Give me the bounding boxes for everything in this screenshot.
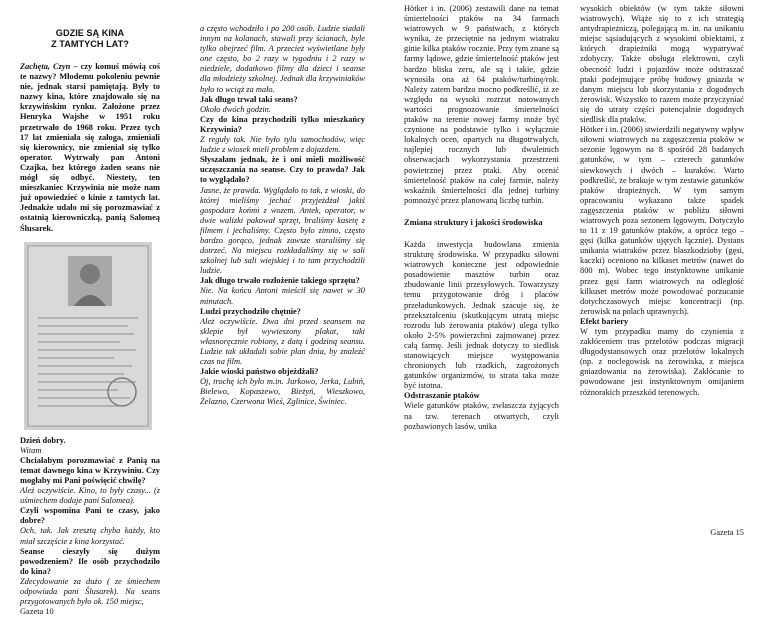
question-8: Jak długo trwało rozłożenie takiego sprzętu?	[200, 276, 360, 286]
answer-4-continued: a często wchodziło i po 200 osób. Ludzie siadali innym na kolanach, stawali przy ścianach, byle tylko obejrzeć film. A przecież wyświetlane były one często, bo 2 razy w tygodniu i 2 razy w niedziele, dodatkowo filmy dla dzieci i seanse dla młodzieży szkolnej. Jednak dla krzywiniaków było to wciąż za mało.	[200, 24, 365, 94]
title-line-2: Z TAMTYCH LAT?	[51, 39, 129, 49]
section-heading-barrier: Efekt bariery	[580, 316, 629, 326]
answer-4: Zdecydowanie za dużo ( ze śmiechem odpowiada pani Ślusarek). Na seans przygotowanych było ok. 150 miejsc,	[20, 576, 160, 607]
column-4	[580, 0, 744, 543]
intro-lead: Zachęta, Czyn	[20, 62, 71, 71]
question-10: Jakie wioski państwo objeżdżali?	[200, 367, 319, 377]
question-3: Czyli wspomina Pani te czasy, jako dobre?	[20, 506, 160, 526]
intro-text: – czy komuś mówią coś te nazwy? Młodemu pokoleniu pewnie nie, jednak starsi pamiętają. Były to nazwy kina, które znajdowało się na krzywińskim rynku. Założone przez Henryka Wajshe w 1951 roku przetrwało do 1968 roku. Przez tych 17 lat zmieniała się załoga, zmieniali się kierownicy, nie zmieniał się tylko operator. Wytrwały pan Antoni Czajka, bez którego żaden seans nie mógł się odbyć. Niestety, ten mieszkaniec Krzywinia nie może nam już opowiedzieć o kinie z tamtych lat. Jednakże udało mi się porozmawiać z ostatnią kierowniczką, panią Salomeą Ślusarek.	[20, 62, 160, 233]
question-5: Jak długo trwał taki seans?	[200, 94, 298, 104]
paragraph-barrier: W tym przypadku mamy do czynienia z zakłóceniem tras przelotów podczas migracji długodystansowych oraz przelotów lokalnych (np. z noclegowisk na żerowiska, z miejsca gniazdowania na żerowiska). Zakłócanie to powodowane jest instynktownym omijaniem różnorakich przeszkód terenowych.	[580, 327, 744, 397]
question-6: Czy do kina przychodzili tylko mieszkańcy Krzywinia?	[200, 114, 365, 134]
document-photo	[24, 242, 152, 430]
spacer	[404, 228, 559, 240]
answer-9: Ależ oczywiście. Dwa dni przed seansem na sklepie był wywieszony plakat, taki własnoręcznie robiony, z datą i godziną seansu. Ludzie tak układali sobie plan dnia, by znaleźć czas na film.	[200, 316, 365, 367]
column-2	[200, 0, 365, 543]
answer-6: Z reguły tak. Nie było tylu samochodów, więc ludzie z wiosek mieli problem z dojazdem.	[200, 135, 365, 155]
page-footer-right: Gazeta 15	[710, 528, 744, 537]
question-1: Dzień dobry.	[20, 435, 66, 445]
answer-1: Witam	[20, 445, 42, 455]
intro-paragraph	[20, 62, 160, 234]
document-photo-icon	[24, 242, 152, 430]
section-heading-structure: Zmiana struktury i jakości środowiska	[404, 217, 543, 227]
question-2: Chciałabym porozmawiać z Panią na temat dawnego kina w Krzywiniu. Czy mogłaby mi Pani poświęcić chwilę?	[20, 455, 160, 485]
question-7: Słyszałam jednak, że i oni mieli możliwość uczęszczania na seanse. Czy to prawda? Jak to wyglądało?	[200, 155, 365, 185]
paragraph-structure: Każda inwestycja budowlana zmienia strukturę środowiska. W przypadku siłowni wiatrowych konieczne jest odpowiednie posadowienie masztów turbin oraz zbudowanie linii przesyłowych. Towarzyszy temu przygotowanie dróg i placów przeładunkowych. Jednak szacuje się, że przekształceniu (skutkującym utratą miejsc rozrodu lub żerowania ptaków) ulega tylko około 2-5% powierzchni zajmowanej przez całą farmę. Jeśli jednak dotyczy to siedlisk stanowiących miejsce występowania chronionych lub rzadkich, zagrożonych gatunków organizmów, to strata taka może być istotna.	[404, 239, 559, 391]
column-3	[404, 0, 559, 543]
section-heading-deterrence: Odstraszanie ptaków	[404, 391, 480, 401]
answer-3: Och, tak. Jak zresztą chyba każdy, kto miał szczęście z kina korzystać.	[20, 526, 160, 546]
spacer	[404, 206, 559, 218]
answer-8: Nie. Na końcu Antoni mieścił się nawet w 30 minutach.	[200, 286, 365, 306]
paragraph-tall-objects: wysokich obiektów (w tym także siłowni wiatrowych). Wiąże się to z ich strategią antydrapieżniczą, polegającą m. in. na unikaniu miejsc sąsiadujących z wysokimi obiektami, z których drapieżniki mogą wypatrywać zdobyczy. Także obsługa elektrowni, czyli obecność ludzi i pojazdów może odstraszać ptaki podejmujące próbę budowy gniazda w danym miejscu lub skorzystania z dogodnych żerowisk. Wszystko to razem może przyczyniać się do utraty części potencjalnie dogodnych siedlisk dla ptaków.	[580, 4, 744, 125]
paragraph-mortality: Hötker i in. (2006) zestawili dane na temat śmiertelności ptaków na 34 farmach wiatrowych w 9 państwach, z których wynika, że przeciętnie na jednym wiatraku ginie kilka ptaków rocznie. Przy tym znane są farmy lądowe, gdzie śmiertelność ptaków jest bardzo bliska zeru, ale są i takie, gdzie wynosiła ona aż 64 ptaków/turbinę/rok. Należy zatem bardzo mocno podkreślić, iż ze względu na wysoki rozrzut notowanych wartości prognozowanie śmiertelności ptaków na terenie nowej farmy może być czynione na podstawie tylko i wyłącznie lokalnych ocen, opartych na długotrwałych, najlepiej rocznych lub dwuletnich obserwacjach wykorzystania przestrzeni powietrznej przez ptaki. Aby ocenić śmiertelność ptaków na całej farmie, należy wskaźnik śmiertelności dla jednej turbiny pomnożyć przez planowaną liczbę turbin.	[404, 4, 559, 205]
article-title	[20, 28, 160, 50]
column-1	[20, 0, 160, 617]
answer-7: Jasne, że prawda. Wyglądało to tak, z wioski, do której mieliśmy jechać przyjeżdżał jakiś gospodarz końmi z wozem. Antek, operator, w dwie walizki pakował sprzęt, braliśmy kasetę z filmem i jechaliśmy. Często było zimno, często bardzo gorąco, jednak zawsze staraliśmy się dotrzeć. Na miejscu rozkładaliśmy się w sali szkolnej lub sali wiejskiej i to tam przychodzili ludzie.	[200, 185, 365, 276]
answer-10: Oj, trochę ich było m.in. Jurkowo, Jerka, Lubiń, Bielewo, Kopaszewo, Bieżyń, Wieszkowo, Żelazno, Czerwona Wieś, Zglinice, Świniec.	[200, 377, 365, 407]
page-footer-left: Gazeta 10	[20, 607, 54, 617]
question-9: Ludzi przychodziło chętnie?	[200, 306, 301, 316]
question-4: Seanse cieszyły się dużym powodzeniem? Ile osób przychodziło do kina?	[20, 546, 160, 576]
title-line-1: GDZIE SĄ KINA	[55, 28, 125, 38]
answer-2: Ależ oczywiście. Kino, to były czasy... (z uśmiechem dodaje pani Salomea).	[20, 486, 160, 506]
paragraph-deterrence: Wiele gatunków ptaków, zwłaszcza żyjących na tzw. terenach otwartych, czyli pozbawionych lasów, unika	[404, 401, 559, 431]
answer-5: Około dwóch godzin.	[200, 104, 271, 114]
paragraph-hotker: Hötker i in. (2006) stwierdzili negatywny wpływ siłowni wiatrowych na zagęszczenia ptaków w sezonie lęgowym na 8 spośród 28 badanych gatunków, w tym – czterech gatunków siewkowych i dwóch – kuraków. Warto podkreślić, że brakuje w tym zestawie gatunków ptaków drapieżnych. W tym samym opracowaniu wykazano także spadek zagęszczenia ptaków w pobliżu siłowni wiatrowych poza sezonem lęgowym. Dotyczyło to 11 z 19 gatunków ptaków, a oprócz tego – gęsi (kilka gatunków ujętych łącznie). Dystans unikania wiatraków przez blaszkodzioby (gęsi, kaczki) oceniono na kilkaset metrów (nawet do 800 m). Wobec tego instynktowne unikanie przez gęsi farm wiatrowych na odległość kilkuset metrów może powodować porzucanie dotychczasowych miejsc koncentracji (np. żerowisk na polach uprawnych).	[580, 125, 744, 316]
